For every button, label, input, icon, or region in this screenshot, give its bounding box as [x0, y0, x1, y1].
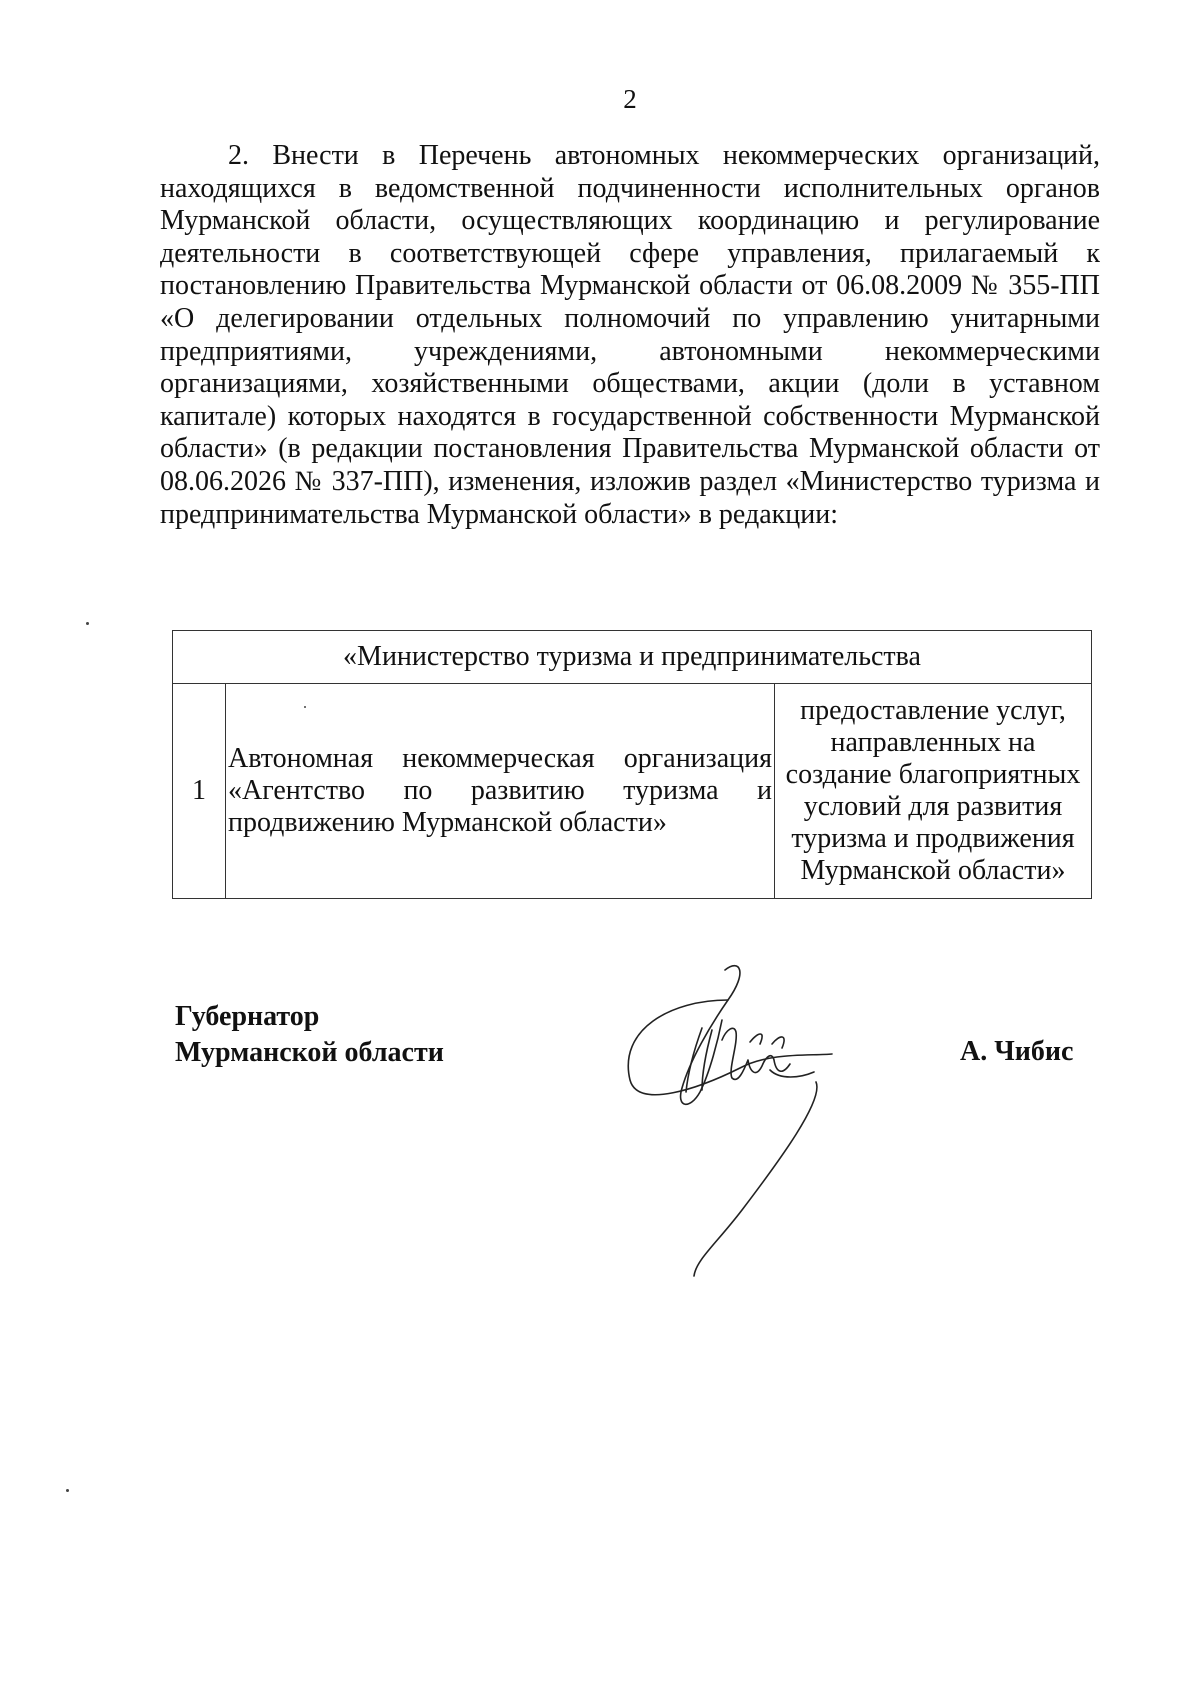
- organization-purpose: предоставление услуг, направленных на создание благоприятных условий для развития туризма и продвижения Мурманской области»: [775, 684, 1092, 899]
- scan-speck: [86, 622, 89, 625]
- handwritten-signature: [610, 960, 890, 1280]
- signatory-position: [175, 999, 444, 1071]
- table-section-header: «Министерство туризма и предпринимательства: [173, 631, 1092, 684]
- row-number: 1: [173, 684, 226, 899]
- table-row: [173, 684, 1092, 899]
- organization-table: [172, 630, 1092, 899]
- organization-name: Автономная некоммерческая организация «Агентство по развитию туризма и продвижению Мурманской области»: [226, 684, 775, 899]
- scan-speck: [66, 1489, 69, 1492]
- page-number: 2: [623, 84, 637, 114]
- table-section-header-row: [173, 631, 1092, 684]
- scan-speck: [304, 706, 306, 708]
- signatory-position-line2: Мурманской области: [175, 1037, 444, 1068]
- signatory-position-line1: Губернатор: [175, 1001, 320, 1032]
- main-paragraph: 2. Внести в Перечень автономных некоммерческих организаций, находящихся в ведомственной подчиненности исполнительных органов Мурманской области, осуществляющих координацию и регулирование деятельности в соответствующей сфере управления, прилагаемый к постановлению Правительства Мурманской области от 06.08.2009 № 355-ПП «О делегировании отдельных полномочий по управлению унитарными предприятиями, учреждениями, автономными некоммерческими организациями, хозяйственными обществами, акции (доли в уставном капитале) которых находятся в государственной собственности Мурманской области» (в редакции постановления Правительства Мурманской области от 08.06.2026 № 337-ПП), изменения, изложив раздел «Министерство туризма и предпринимательства Мурманской области» в редакции:: [160, 140, 1100, 530]
- signatory-name: А. Чибис: [960, 1036, 1074, 1067]
